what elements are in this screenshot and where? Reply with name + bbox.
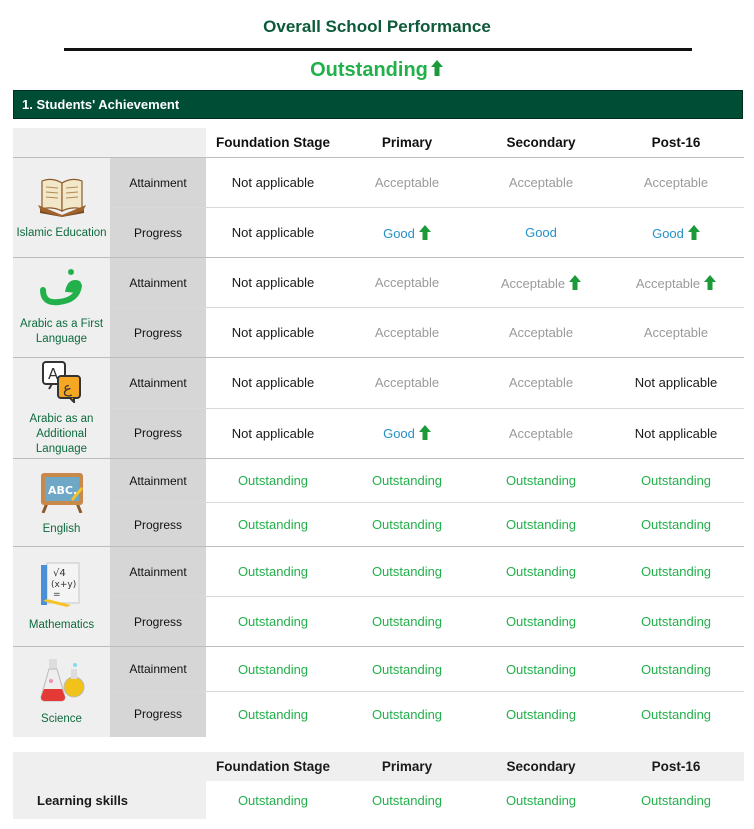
table-row bbox=[13, 408, 744, 459]
rating-cell bbox=[608, 459, 744, 503]
rating-cell bbox=[608, 358, 744, 409]
rating-cell bbox=[206, 408, 340, 459]
column-header: Primary bbox=[340, 752, 474, 781]
learning-skills-value: Outstanding bbox=[640, 792, 712, 808]
rating-text: Good bbox=[652, 225, 684, 241]
up-arrow-icon bbox=[419, 425, 431, 440]
up-arrow-icon bbox=[704, 275, 716, 290]
rating-text: Not applicable bbox=[231, 325, 315, 340]
rating-text: Outstanding bbox=[505, 614, 577, 629]
rating-text: Outstanding bbox=[640, 614, 712, 629]
rating-cell bbox=[206, 158, 340, 208]
up-arrow-icon bbox=[419, 225, 431, 240]
rating-cell bbox=[474, 547, 608, 597]
subject-cell bbox=[13, 647, 110, 737]
learning-skills-table bbox=[13, 752, 744, 819]
rating-cell bbox=[340, 308, 474, 358]
rating-text: Not applicable bbox=[231, 375, 315, 391]
quran-book-icon bbox=[14, 175, 109, 222]
rating-text: Outstanding bbox=[237, 706, 309, 722]
rating-text: Outstanding bbox=[640, 517, 712, 532]
rating-text: Not applicable bbox=[634, 425, 718, 441]
rating-text: Outstanding bbox=[505, 564, 577, 579]
rating-text: Outstanding bbox=[237, 564, 309, 579]
learning-skills-value: Outstanding bbox=[371, 792, 443, 808]
table-row bbox=[13, 647, 744, 692]
rating-text: Acceptable bbox=[374, 175, 440, 190]
rating-cell bbox=[608, 208, 744, 258]
learning-skills-value: Outstanding bbox=[505, 792, 577, 808]
measure-type: Attainment bbox=[110, 459, 206, 503]
svg-text:ABC.: ABC. bbox=[47, 483, 77, 497]
measure-type: Attainment bbox=[110, 547, 206, 597]
rating-cell bbox=[608, 258, 744, 308]
rating-text: Not applicable bbox=[231, 275, 315, 290]
rating-text: Acceptable bbox=[508, 425, 574, 441]
table-row bbox=[13, 597, 744, 647]
rating-cell bbox=[474, 647, 608, 692]
rating-text: Outstanding bbox=[371, 661, 443, 677]
header-corner-type bbox=[110, 128, 206, 158]
rating-cell bbox=[206, 597, 340, 647]
rating-cell bbox=[206, 647, 340, 692]
rating-cell bbox=[474, 408, 608, 459]
table-row bbox=[13, 459, 744, 503]
rating-text: Outstanding bbox=[640, 473, 712, 488]
rating-cell bbox=[608, 503, 744, 547]
title-divider bbox=[64, 48, 692, 51]
column-header: Post-16 bbox=[608, 752, 744, 781]
rating-cell bbox=[206, 503, 340, 547]
abc-board-icon bbox=[14, 469, 109, 518]
learning-skills-row bbox=[13, 781, 744, 819]
rating-text: Acceptable bbox=[374, 375, 440, 391]
rating-cell bbox=[474, 308, 608, 358]
rating-text: Acceptable bbox=[374, 325, 440, 340]
learning-skills-value: Outstanding bbox=[237, 792, 309, 808]
subject-name: Science bbox=[41, 712, 82, 725]
table-row bbox=[13, 158, 744, 208]
up-arrow-icon bbox=[688, 225, 700, 240]
rating-text: Acceptable bbox=[643, 175, 709, 190]
rating-cell bbox=[206, 208, 340, 258]
rating-text: Outstanding bbox=[371, 564, 443, 579]
rating-cell bbox=[340, 158, 474, 208]
rating-text: Good bbox=[383, 225, 415, 241]
subject-cell bbox=[13, 158, 110, 258]
subject-name: Islamic Education bbox=[16, 226, 107, 239]
rating-text: Acceptable bbox=[508, 175, 574, 190]
rating-cell bbox=[340, 358, 474, 409]
overall-rating-text: Outstanding bbox=[310, 59, 428, 81]
rating-text: Acceptable bbox=[508, 375, 574, 391]
rating-cell bbox=[206, 459, 340, 503]
subject-name: Mathematics bbox=[28, 618, 95, 631]
rating-text: Not applicable bbox=[231, 225, 315, 240]
measure-type: Attainment bbox=[110, 258, 206, 308]
rating-text: Acceptable bbox=[635, 275, 701, 291]
rating-text: Good bbox=[525, 225, 557, 240]
rating-text: Outstanding bbox=[640, 661, 712, 677]
rating-cell bbox=[340, 459, 474, 503]
measure-type: Progress bbox=[110, 692, 206, 737]
rating-text: Outstanding bbox=[237, 614, 309, 629]
rating-text: Outstanding bbox=[505, 661, 577, 677]
up-arrow-icon bbox=[430, 59, 444, 77]
rating-cell bbox=[206, 358, 340, 409]
column-header: Primary bbox=[381, 135, 433, 150]
table-row bbox=[13, 308, 744, 358]
achievement-table bbox=[13, 128, 744, 737]
rating-text: Outstanding bbox=[371, 473, 443, 488]
header-corner bbox=[13, 128, 110, 158]
svg-text:=: = bbox=[52, 589, 61, 600]
rating-cell bbox=[340, 547, 474, 597]
measure-type: Progress bbox=[110, 208, 206, 258]
overall-rating bbox=[0, 59, 754, 82]
rating-cell bbox=[608, 647, 744, 692]
measure-type: Progress bbox=[110, 308, 206, 358]
column-header: Foundation Stage bbox=[216, 135, 330, 150]
rating-text: Acceptable bbox=[374, 275, 440, 290]
svg-text:(x+y): (x+y) bbox=[50, 579, 76, 590]
learning-skills-header-row bbox=[13, 752, 744, 781]
rating-cell bbox=[206, 692, 340, 737]
measure-type: Progress bbox=[110, 503, 206, 547]
measure-type: Attainment bbox=[110, 358, 206, 409]
rating-text: Outstanding bbox=[640, 564, 712, 579]
table-header-row bbox=[13, 128, 744, 158]
subject-cell bbox=[13, 547, 110, 647]
science-flasks-icon bbox=[14, 657, 109, 708]
column-header: Secondary bbox=[506, 135, 576, 150]
rating-text: Not applicable bbox=[231, 425, 315, 441]
up-arrow-icon bbox=[569, 275, 581, 290]
rating-cell bbox=[474, 208, 608, 258]
subject-cell bbox=[13, 459, 110, 547]
svg-text:A: A bbox=[47, 365, 58, 383]
measure-type: Progress bbox=[110, 597, 206, 647]
table-row bbox=[13, 692, 744, 737]
learning-skills-label: Learning skills bbox=[13, 781, 206, 819]
rating-cell bbox=[340, 692, 474, 737]
section-header-students-achievement: 1. Students' Achievement bbox=[13, 90, 743, 119]
rating-cell bbox=[340, 408, 474, 459]
measure-type: Attainment bbox=[110, 158, 206, 208]
rating-cell bbox=[608, 692, 744, 737]
rating-cell bbox=[206, 258, 340, 308]
rating-cell bbox=[474, 459, 608, 503]
rating-text: Outstanding bbox=[371, 614, 443, 629]
rating-cell bbox=[340, 597, 474, 647]
rating-cell bbox=[340, 258, 474, 308]
rating-cell bbox=[608, 408, 744, 459]
rating-cell bbox=[474, 692, 608, 737]
rating-text: Good bbox=[383, 426, 415, 442]
subject-name: Arabic as a First Language bbox=[19, 318, 104, 345]
rating-text: Outstanding bbox=[237, 517, 309, 532]
language-translate-icon bbox=[14, 359, 109, 408]
table-row bbox=[13, 358, 744, 409]
table-row bbox=[13, 547, 744, 597]
subject-name: English bbox=[42, 522, 81, 535]
column-header: Secondary bbox=[474, 752, 608, 781]
rating-cell bbox=[340, 647, 474, 692]
rating-text: Outstanding bbox=[505, 706, 577, 722]
page-title: Overall School Performance bbox=[263, 17, 491, 36]
rating-text: Outstanding bbox=[237, 661, 309, 677]
rating-cell bbox=[474, 503, 608, 547]
subject-cell bbox=[13, 258, 110, 358]
rating-cell bbox=[340, 503, 474, 547]
rating-text: Not applicable bbox=[231, 175, 315, 190]
rating-text: Outstanding bbox=[371, 517, 443, 532]
rating-cell bbox=[608, 158, 744, 208]
column-header: Foundation Stage bbox=[206, 752, 340, 781]
rating-cell bbox=[206, 308, 340, 358]
rating-cell bbox=[608, 597, 744, 647]
rating-text: Acceptable bbox=[500, 275, 566, 291]
measure-type: Progress bbox=[110, 408, 206, 459]
rating-text: Acceptable bbox=[508, 325, 574, 340]
rating-text: Outstanding bbox=[505, 473, 577, 488]
measure-type: Attainment bbox=[110, 647, 206, 692]
subject-cell bbox=[13, 358, 110, 459]
table-row bbox=[13, 208, 744, 258]
rating-text: Outstanding bbox=[505, 517, 577, 532]
rating-text: Outstanding bbox=[640, 706, 712, 722]
column-header: Post-16 bbox=[651, 135, 701, 150]
rating-cell bbox=[608, 308, 744, 358]
math-formula-icon bbox=[14, 561, 109, 614]
rating-text: Acceptable bbox=[643, 325, 709, 340]
rating-text: Outstanding bbox=[237, 473, 309, 488]
rating-cell bbox=[474, 158, 608, 208]
svg-text:ع: ع bbox=[62, 379, 72, 397]
rating-cell bbox=[474, 258, 608, 308]
table-row bbox=[13, 503, 744, 547]
rating-cell bbox=[340, 208, 474, 258]
header-corner bbox=[13, 752, 206, 781]
table-row bbox=[13, 258, 744, 308]
rating-text: Outstanding bbox=[371, 706, 443, 722]
rating-cell bbox=[206, 547, 340, 597]
subject-name: Arabic as an Additional Language bbox=[29, 413, 94, 455]
rating-text: Not applicable bbox=[634, 375, 718, 391]
rating-cell bbox=[474, 597, 608, 647]
rating-cell bbox=[608, 547, 744, 597]
rating-cell bbox=[474, 358, 608, 409]
svg-text:√4: √4 bbox=[52, 567, 66, 579]
arabic-letter-dad-icon bbox=[14, 268, 109, 313]
